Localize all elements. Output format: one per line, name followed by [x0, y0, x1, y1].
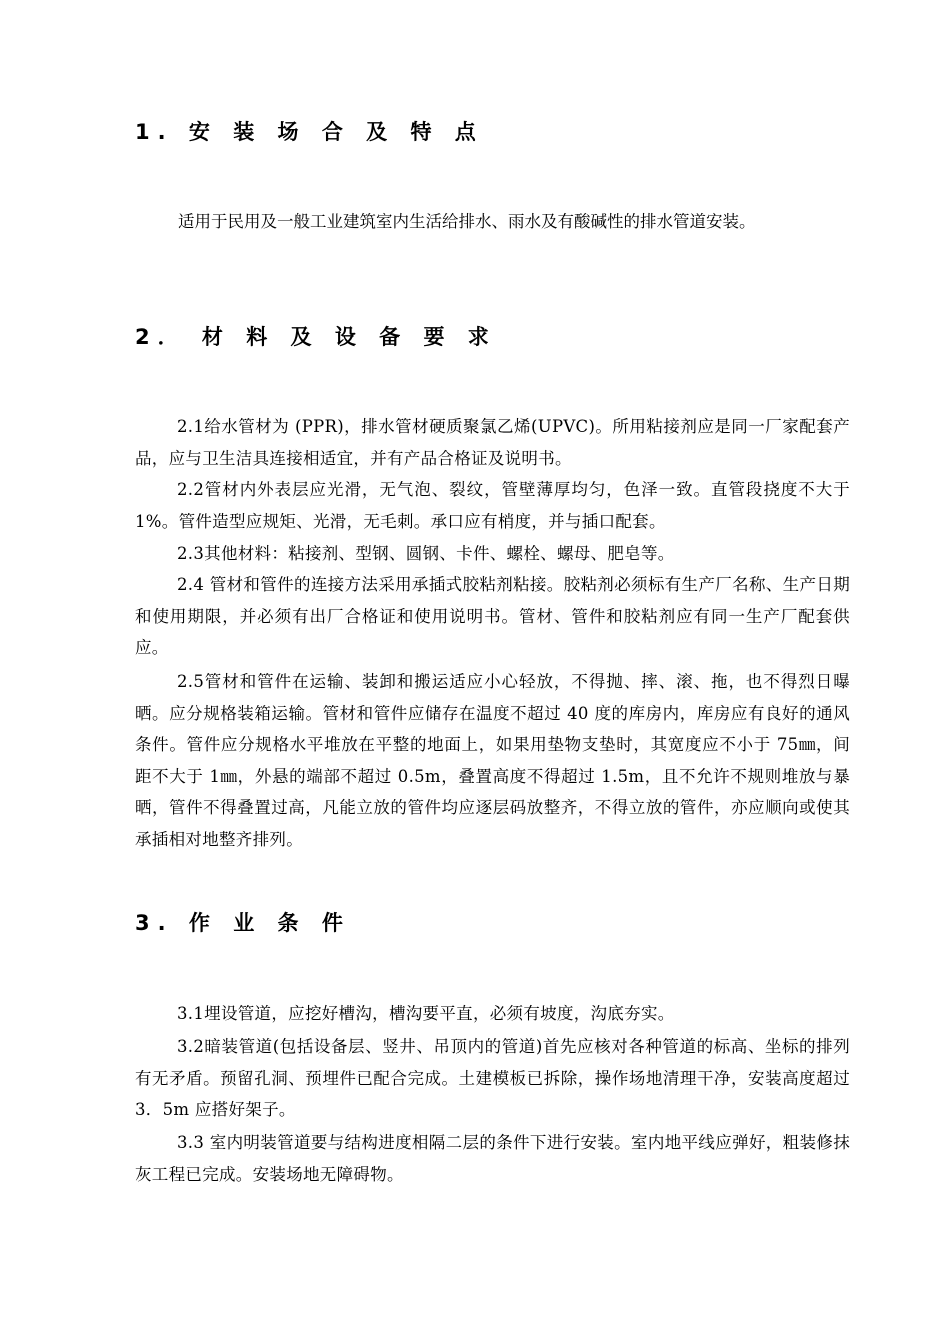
section-3-paragraph-2: 3.2暗装管道(包括设备层、竖井、吊顶内的管道)首先应核对各种管道的标高、坐标的排列有无矛盾。预留孔洞、预埋件已配合完成。土建模板已拆除，操作场地清理干净，安装高度超过 3．5m 应搭好架子。: [135, 1037, 850, 1119]
section-2-heading: 2． 材 料 及 设 备 要 求: [135, 325, 497, 349]
section-1-heading: 1. 安 装 场 合 及 特 点: [135, 120, 484, 144]
section-2-paragraph-2: 2.2管材内外表层应光滑，无气泡、裂纹，管壁薄厚均匀，色泽一致。直管段挠度不大于 1%。管件造型应规矩、光滑，无毛刺。承口应有梢度，并与插口配套。: [135, 480, 850, 531]
section-1-paragraph-1: 适用于民用及一般工业建筑室内生活给排水、雨水及有酸碱性的排水管道安装。: [178, 212, 756, 231]
section-2-paragraph-3: 2.3其他材料：粘接剂、型钢、圆钢、卡件、螺栓、螺母、肥皂等。: [177, 544, 675, 563]
section-2-paragraph-4: 2.4 管材和管件的连接方法采用承插式胶粘剂粘接。胶粘剂必须标有生产厂名称、生产日期和使用期限，并必须有出厂合格证和使用说明书。管材、管件和胶粘剂应有同一生产厂配套供应。: [135, 575, 850, 657]
section-2-paragraph-5: 2.5管材和管件在运输、装卸和搬运适应小心轻放，不得抛、摔、滚、拖，也不得烈日曝晒。应分规格装箱运输。管材和管件应储存在温度不超过 40 度的库房内，库房应有良好的通风条件。管件应分规格水平堆放在平整的地面上，如果用垫物支垫时，其宽度应不小于 75㎜，间距不大于 1㎜，外悬的端部不超过 0.5m，叠置高度不得超过 1.5m，且不允许不规则堆放与暴晒，管件不得叠置过高，凡能立放的管件均应逐层码放整齐，不得立放的管件，亦应顺向或使其承插相对地整齐排列。: [135, 672, 850, 849]
section-3-paragraph-1: 3.1埋设管道，应挖好槽沟，槽沟要平直，必须有坡度，沟底夯实。: [177, 1004, 675, 1023]
section-3-heading: 3. 作 业 条 件: [135, 911, 351, 935]
section-2-paragraph-1: 2.1给水管材为 (PPR)，排水管材硬质聚氯乙烯(UPVC)。所用粘接剂应是同一厂家配套产品，应与卫生洁具连接相适宜，并有产品合格证及说明书。: [135, 417, 850, 468]
section-3-paragraph-3: 3.3 室内明装管道要与结构进度相隔二层的条件下进行安装。室内地平线应弹好，粗装修抹灰工程已完成。安装场地无障碍物。: [135, 1133, 850, 1184]
